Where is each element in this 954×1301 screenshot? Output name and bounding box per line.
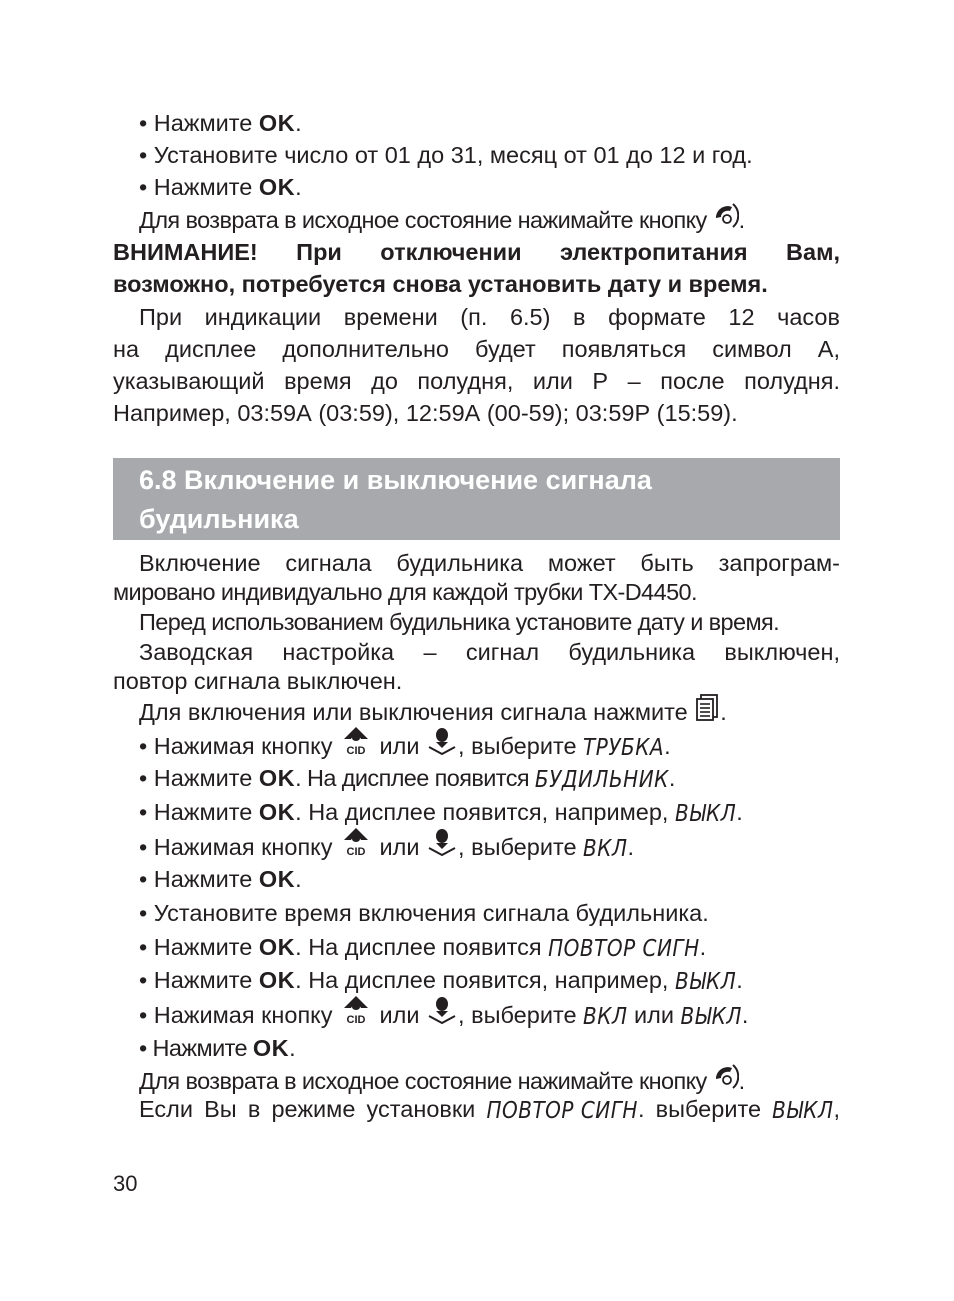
lcd-text: ВКЛ <box>583 834 628 863</box>
text: . <box>295 866 302 892</box>
text: Для включения или выключения сигнала нажмите <box>139 699 695 726</box>
text: • Нажмите <box>139 765 259 791</box>
cid-label: CID <box>346 846 366 857</box>
lcd-text: БУДИЛЬНИК <box>534 765 669 793</box>
text: . <box>699 934 707 960</box>
text: . <box>664 733 671 760</box>
ok-key-label: OK <box>258 934 296 960</box>
bullet-press-ok-alarm <box>139 762 840 795</box>
phone-end-icon <box>713 201 739 237</box>
cid-label: CID <box>346 1014 366 1025</box>
lcd-text: ВЫКЛ <box>674 799 737 827</box>
text: , выберите <box>458 834 584 861</box>
text: . <box>736 799 743 825</box>
ok-key-label: OK <box>258 110 296 136</box>
page-number: 30 <box>113 1171 138 1196</box>
text: • Нажмите <box>139 174 259 200</box>
text: • Нажмите <box>139 799 259 825</box>
text: • Нажимая кнопку <box>139 733 340 760</box>
lcd-text: ВЫКЛ <box>680 1002 742 1031</box>
text: . <box>736 967 743 993</box>
cid-up-icon <box>339 827 373 865</box>
ok-key-label: OK <box>258 866 296 892</box>
lcd-text: ПОВТОР СИГН <box>548 934 700 962</box>
section-heading <box>113 458 840 540</box>
section-title-line-1: 6.8 Включение и выключение сигнала <box>139 465 652 495</box>
warning-line-1: ВНИМАНИЕ! При отключении электропитания Вам, <box>113 239 840 265</box>
text: • Нажмите <box>139 110 259 136</box>
text: . <box>738 1068 745 1095</box>
text: . На дисплее появится <box>295 934 549 960</box>
bullet-press-ok-1 <box>139 107 840 139</box>
text: . На дисплее появится, например, <box>295 799 675 825</box>
section-title-line-2: будильника <box>139 504 299 534</box>
bullet-press-ok-4 <box>139 1032 840 1064</box>
paragraph-line: Например, 03:59А (03:59), 12:59А (00-59); 03:59Р (15:59). <box>113 400 738 426</box>
text: . <box>668 765 676 791</box>
text: Если Вы в режиме установки <box>139 1096 487 1122</box>
text: , <box>833 1096 841 1122</box>
text: . <box>741 1002 749 1029</box>
lcd-text: ТРУБКА <box>583 733 665 762</box>
text: или <box>627 1002 681 1029</box>
text: Для возврата в исходное состояние нажимайте кнопку <box>139 207 713 234</box>
text: . <box>295 110 302 136</box>
text: • Нажмите <box>139 934 259 960</box>
text: , выберите <box>458 1002 584 1029</box>
bullet-press-ok-off-2 <box>139 964 840 997</box>
bullet-press-ok-repeat <box>139 931 840 964</box>
cid-label: CID <box>346 745 366 756</box>
ok-key-label: OK <box>258 765 296 791</box>
text: или <box>373 1002 427 1029</box>
paragraph-line: Заводская настройка – сигнал будильника выключен, <box>139 639 840 665</box>
text: . <box>289 1035 296 1061</box>
bullet-select-on-off <box>139 998 840 1036</box>
text: • Нажмите <box>139 967 259 993</box>
lcd-text: ВЫКЛ <box>772 1096 834 1124</box>
ok-key-label: OK <box>258 967 296 993</box>
lcd-text: ВЫКЛ <box>674 967 737 995</box>
text: . <box>295 174 302 200</box>
menu-icon <box>694 693 720 729</box>
lcd-text: ВКЛ <box>583 1002 628 1031</box>
text: , выберите <box>458 733 584 760</box>
paragraph-line-last <box>139 1093 840 1126</box>
paragraph-line: на дисплее дополнительно будет появляться символ А, <box>113 336 840 362</box>
paragraph-line: указывающий время до полудня, или Р – после полудня. <box>113 368 840 394</box>
text: . На дисплее появится, например, <box>295 967 675 993</box>
down-nav-icon <box>426 995 458 1033</box>
warning-line-2: возможно, потребуется снова установить дату и время. <box>113 271 768 297</box>
paragraph-line: повтор сигнала выключен. <box>113 668 403 694</box>
text: . выберите <box>637 1096 773 1122</box>
bullet-press-ok-off <box>139 796 840 829</box>
text: • Нажмите <box>139 1035 253 1061</box>
lcd-text: ПОВТОР СИГН <box>486 1096 638 1124</box>
text: . <box>720 699 727 726</box>
ok-key-label: OK <box>258 174 296 200</box>
return-instruction-1 <box>139 204 840 240</box>
text: Для возврата в исходное состояние нажимайте кнопку <box>139 1068 713 1095</box>
paragraph-line <box>139 696 840 732</box>
bullet-set-alarm-time: • Установите время включения сигнала будильника. <box>139 900 709 926</box>
ok-key-label: OK <box>252 1035 290 1061</box>
cid-up-icon <box>339 995 373 1033</box>
down-nav-icon <box>426 827 458 865</box>
text: • Нажимая кнопку <box>139 834 340 861</box>
bullet-set-date: • Установите число от 01 до 31, месяц от 01 до 12 и год. <box>139 142 753 168</box>
text: или <box>373 834 427 861</box>
text: . <box>627 834 635 861</box>
paragraph-line: мировано индивидуально для каждой трубки TX-D4450. <box>113 579 697 605</box>
cid-up-icon <box>339 726 373 764</box>
text: . <box>738 207 745 234</box>
paragraph-line: Включение сигнала будильника может быть запрограм- <box>139 550 840 576</box>
text: • Нажмите <box>139 866 259 892</box>
ok-key-label: OK <box>258 799 296 825</box>
paragraph-line: Перед использованием будильника установите дату и время. <box>139 609 780 635</box>
paragraph-line: При индикации времени (п. 6.5) в формате 12 часов <box>139 304 840 330</box>
text: или <box>373 733 427 760</box>
down-nav-icon <box>426 726 458 764</box>
bullet-press-ok-2 <box>139 171 840 203</box>
bullet-press-ok-3 <box>139 863 840 895</box>
text: • Нажимая кнопку <box>139 1002 340 1029</box>
text: . На дисплее появится <box>295 765 535 791</box>
